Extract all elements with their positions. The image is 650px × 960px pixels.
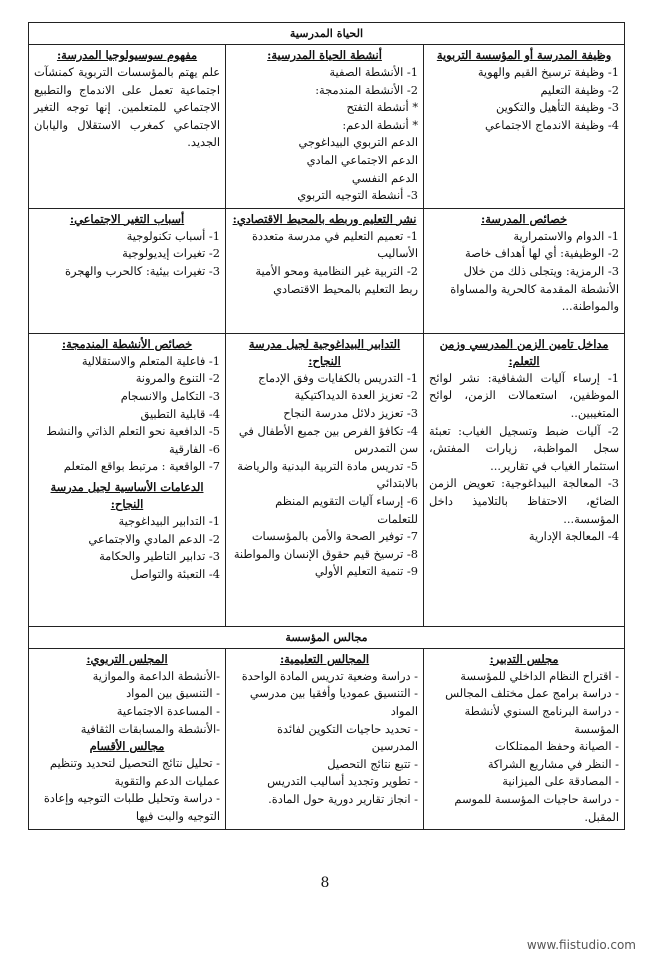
list-item: * أنشطة التفتح bbox=[346, 100, 419, 115]
pedagogical-measures-heading: التدابير البيداغوجية لجيل مدرسة النجاح: bbox=[248, 336, 401, 368]
list-item: 3- الرمزية: ويتجلى ذلك من خلال الأنشطة المقدمة كالحرية والمساواة والمواطنة... bbox=[450, 263, 620, 314]
school-time-list bbox=[429, 370, 619, 546]
list-item: 1- تعميم التعليم في مدرسة متعددة الأساليب bbox=[251, 228, 419, 261]
class-councils-heading: مجالس الأقسام bbox=[89, 739, 165, 754]
pedagogical-council-list bbox=[34, 668, 220, 738]
list-item: * أنشطة الدعم: bbox=[342, 117, 419, 132]
list-item: 3- أنشطة التوجيه التربوي bbox=[297, 188, 419, 203]
pedagogical-council-cell bbox=[29, 648, 226, 829]
list-item: 5- الدافعية نحو التعلم الذاتي والنشط bbox=[46, 424, 221, 439]
list-item: 6- إرساء آليات التقويم المنظم للتعلمات bbox=[275, 493, 419, 526]
list-item: -الأنشطة والمسابقات الثقافية bbox=[80, 721, 221, 736]
list-item: - المصادقة على الميزانية bbox=[502, 774, 620, 789]
school-sociology-cell bbox=[29, 45, 226, 209]
school-activities-cell bbox=[226, 45, 424, 209]
list-item: 2- الوظيفية: أي لها أهداف خاصة bbox=[464, 246, 620, 261]
list-item: الدعم التربوي البيداغوجي bbox=[298, 135, 419, 150]
integrated-activities-cell bbox=[29, 333, 226, 626]
pedagogical-council-heading: المجلس التربوي: bbox=[86, 651, 168, 666]
list-item: 1- أسباب تكنولوجية bbox=[126, 228, 221, 243]
list-item: 7- توفير الصحة والأمن بالمؤسسات bbox=[251, 529, 419, 544]
social-change-heading: أسباب التغير الاجتماعي: bbox=[69, 211, 185, 226]
list-item: - تحليل نتائج التحصيل لتحديد وتنظيم عمليات الدعم والتقوية bbox=[49, 756, 221, 788]
list-item: - التنسيق بين المواد bbox=[126, 686, 221, 701]
list-item: - دراسة وضعية تدريس المادة الواحدة bbox=[241, 668, 419, 683]
success-pillars-heading: الدعامات الأساسية لجيل مدرسة النجاح: bbox=[50, 479, 204, 511]
list-item: 2- التربية غير النظامية ومحو الأمية bbox=[255, 263, 419, 278]
list-item: الدعم النفسي bbox=[351, 170, 419, 185]
list-item: 9- تنمية التعليم الأولي bbox=[314, 564, 419, 579]
education-spread-list bbox=[231, 228, 418, 298]
educational-councils-heading: المجالس التعليمية: bbox=[279, 651, 370, 666]
list-item: - دراسة حاجيات المؤسسة للموسم المقبل. bbox=[454, 791, 620, 824]
list-item: 8- ترسيخ قيم حقوق الإنسان والمواطنة bbox=[233, 546, 419, 561]
list-item: 2- وظيفة التعليم bbox=[540, 82, 620, 97]
list-item: - المساعدة الاجتماعية bbox=[116, 703, 221, 718]
school-functions-heading: وظيفة المدرسة أو المؤسسة التربوية bbox=[436, 48, 612, 62]
list-item: - تتبع نتائج التحصيل bbox=[327, 756, 419, 771]
list-item: - تطوير وتجديد أساليب التدريس bbox=[267, 774, 419, 789]
list-item: 6- الفارقية bbox=[168, 441, 221, 456]
list-item: - تحديد حاجيات التكوين لفائدة المدرسين bbox=[276, 721, 419, 754]
education-spread-cell bbox=[226, 208, 424, 333]
social-change-cell bbox=[29, 208, 226, 333]
list-item: - اقتراح النظام الداخلي للمؤسسة bbox=[460, 668, 620, 683]
page-number: 8 bbox=[320, 875, 330, 891]
watermark: www.fiistudio.com bbox=[526, 938, 636, 952]
list-item: 7- الواقعية : مرتبط بواقع المتعلم bbox=[63, 459, 221, 474]
list-item: - انجاز تقارير دورية حول المادة. bbox=[268, 791, 419, 806]
educational-councils-cell bbox=[226, 648, 424, 829]
school-activities-list bbox=[231, 64, 418, 205]
school-functions-list bbox=[429, 64, 619, 134]
school-time-heading: مداخل تامين الزمن المدرسي وزمن التعلم: bbox=[439, 336, 609, 368]
school-time-cell bbox=[424, 333, 625, 626]
list-item: 3- تغيرات بيئية: كالحرب والهجرة bbox=[65, 263, 221, 278]
integrated-activities-list bbox=[34, 353, 220, 476]
list-item: 3- تدابير التاطير والحكامة bbox=[99, 549, 221, 564]
list-item: 1- إرساء آليات الشفافية: نشر لوائح الموظفين، استعمالات الزمن، لوائح المتغيبين.. bbox=[429, 370, 620, 420]
integrated-activities-heading: خصائص الأنشطة المندمجة: bbox=[61, 336, 193, 351]
document-page bbox=[28, 22, 624, 830]
list-item: 3- التكامل والانسجام bbox=[120, 388, 221, 403]
summary-table bbox=[28, 22, 625, 830]
councils-title: مجالس المؤسسة bbox=[29, 626, 625, 648]
list-item: - الصيانة وحفظ الممتلكات bbox=[495, 739, 620, 754]
list-item: 4- قابلية التطبيق bbox=[140, 406, 221, 421]
list-item: 1- فاعلية المتعلم والاستقلالية bbox=[81, 353, 221, 368]
list-item: 4- وظيفة الاندماج الاجتماعي bbox=[484, 117, 620, 132]
list-item: 2- التنوع والمرونة bbox=[135, 371, 221, 386]
list-item: 3- وظيفة التأهيل والتكوين bbox=[495, 100, 620, 115]
list-item: - دراسة برامج عمل مختلف المجالس bbox=[445, 686, 620, 701]
list-item: -الأنشطة الداعمة والموازية bbox=[92, 668, 221, 683]
list-item: 1- الأنشطة الصفية bbox=[329, 65, 419, 79]
management-council-cell bbox=[424, 648, 625, 829]
success-pillars-list bbox=[34, 513, 220, 583]
list-item: 1- التدريس بالكفايات وفق الإدماج bbox=[258, 370, 419, 385]
list-item: 4- تكافؤ الفرص بين جميع الأطفال في سن التمدرس bbox=[238, 423, 419, 456]
list-item: 1- الدوام والاستمرارية bbox=[513, 228, 620, 243]
list-item: 2- تعزيز العدة الديداكتيكية bbox=[294, 388, 419, 403]
educational-councils-list bbox=[231, 668, 418, 809]
management-council-heading: مجلس التدبير: bbox=[489, 651, 559, 666]
school-characteristics-cell bbox=[424, 208, 625, 333]
school-characteristics-heading: خصائص المدرسة: bbox=[481, 211, 568, 226]
list-item: 2- تغيرات إيديولوجية bbox=[122, 246, 221, 261]
list-item: 4- المعالجة الإدارية bbox=[528, 529, 620, 544]
list-item: - دراسة البرنامج السنوي لأنشطة المؤسسة bbox=[464, 703, 620, 736]
school-sociology-text: علم يهتم بالمؤسسات التربوية كمنشآت اجتماعية تعمل على الاندماج والتطبيع الاجتماعي للمتعلمين. إنها توجه التغير الاجتماعي كمغرب الاستقلال واليابان الجديد. bbox=[34, 65, 221, 150]
list-item: 1- وظيفة ترسيخ القيم والهوية bbox=[477, 65, 620, 79]
social-change-list bbox=[34, 228, 220, 281]
list-item: 2- الأنشطة المندمجة: bbox=[315, 82, 419, 97]
list-item: 2- الدعم المادي والاجتماعي bbox=[88, 531, 221, 546]
pedagogical-measures-list bbox=[231, 370, 418, 581]
list-item: - دراسة وتحليل طلبات التوجيه وإعادة التوجيه والبت فيها bbox=[43, 791, 221, 823]
pedagogical-measures-cell bbox=[226, 333, 424, 626]
list-item: 4- التعبئة والتواصل bbox=[130, 566, 221, 581]
list-item: - التنسيق عموديا وأفقيا بين مدرسي المواد bbox=[249, 686, 419, 718]
class-councils-list bbox=[34, 755, 220, 825]
list-item: 3- المعالجة البيداغوجية: تعويض الزمن الضائع، الاحتفاظ بالتلاميذ داخل المؤسسة... bbox=[429, 476, 620, 526]
school-life-title: الحياة المدرسية bbox=[29, 23, 625, 45]
management-council-list bbox=[429, 668, 619, 826]
list-item: 1- التدابير البيداغوجية bbox=[118, 513, 221, 528]
list-item: ربط التعليم بالمحيط الاقتصادي bbox=[273, 281, 419, 296]
school-characteristics-list bbox=[429, 228, 619, 316]
school-sociology-heading: مفهوم سوسيولوجيا المدرسة: bbox=[56, 48, 198, 62]
list-item: - النظر في مشاريع الشراكة bbox=[487, 756, 620, 771]
school-activities-heading: أنشطة الحياة المدرسية: bbox=[267, 48, 382, 62]
list-item: الدعم الاجتماعي المادي bbox=[306, 152, 419, 167]
school-functions-cell bbox=[424, 45, 625, 209]
list-item: 3- تعزيز دلائل مدرسة النجاح bbox=[283, 405, 419, 420]
list-item: 5- تدريس مادة التربية البدنية والرياضة بالابتدائي bbox=[237, 458, 419, 491]
education-spread-heading: نشر التعليم وربطه بالمحيط الاقتصادي: bbox=[232, 211, 417, 226]
list-item: 2- آليات ضبط وتسجيل الغياب: تعبئة سجل المواظبة، زيارات المفتش، استثمار الغياب في تقارير... bbox=[429, 423, 620, 473]
